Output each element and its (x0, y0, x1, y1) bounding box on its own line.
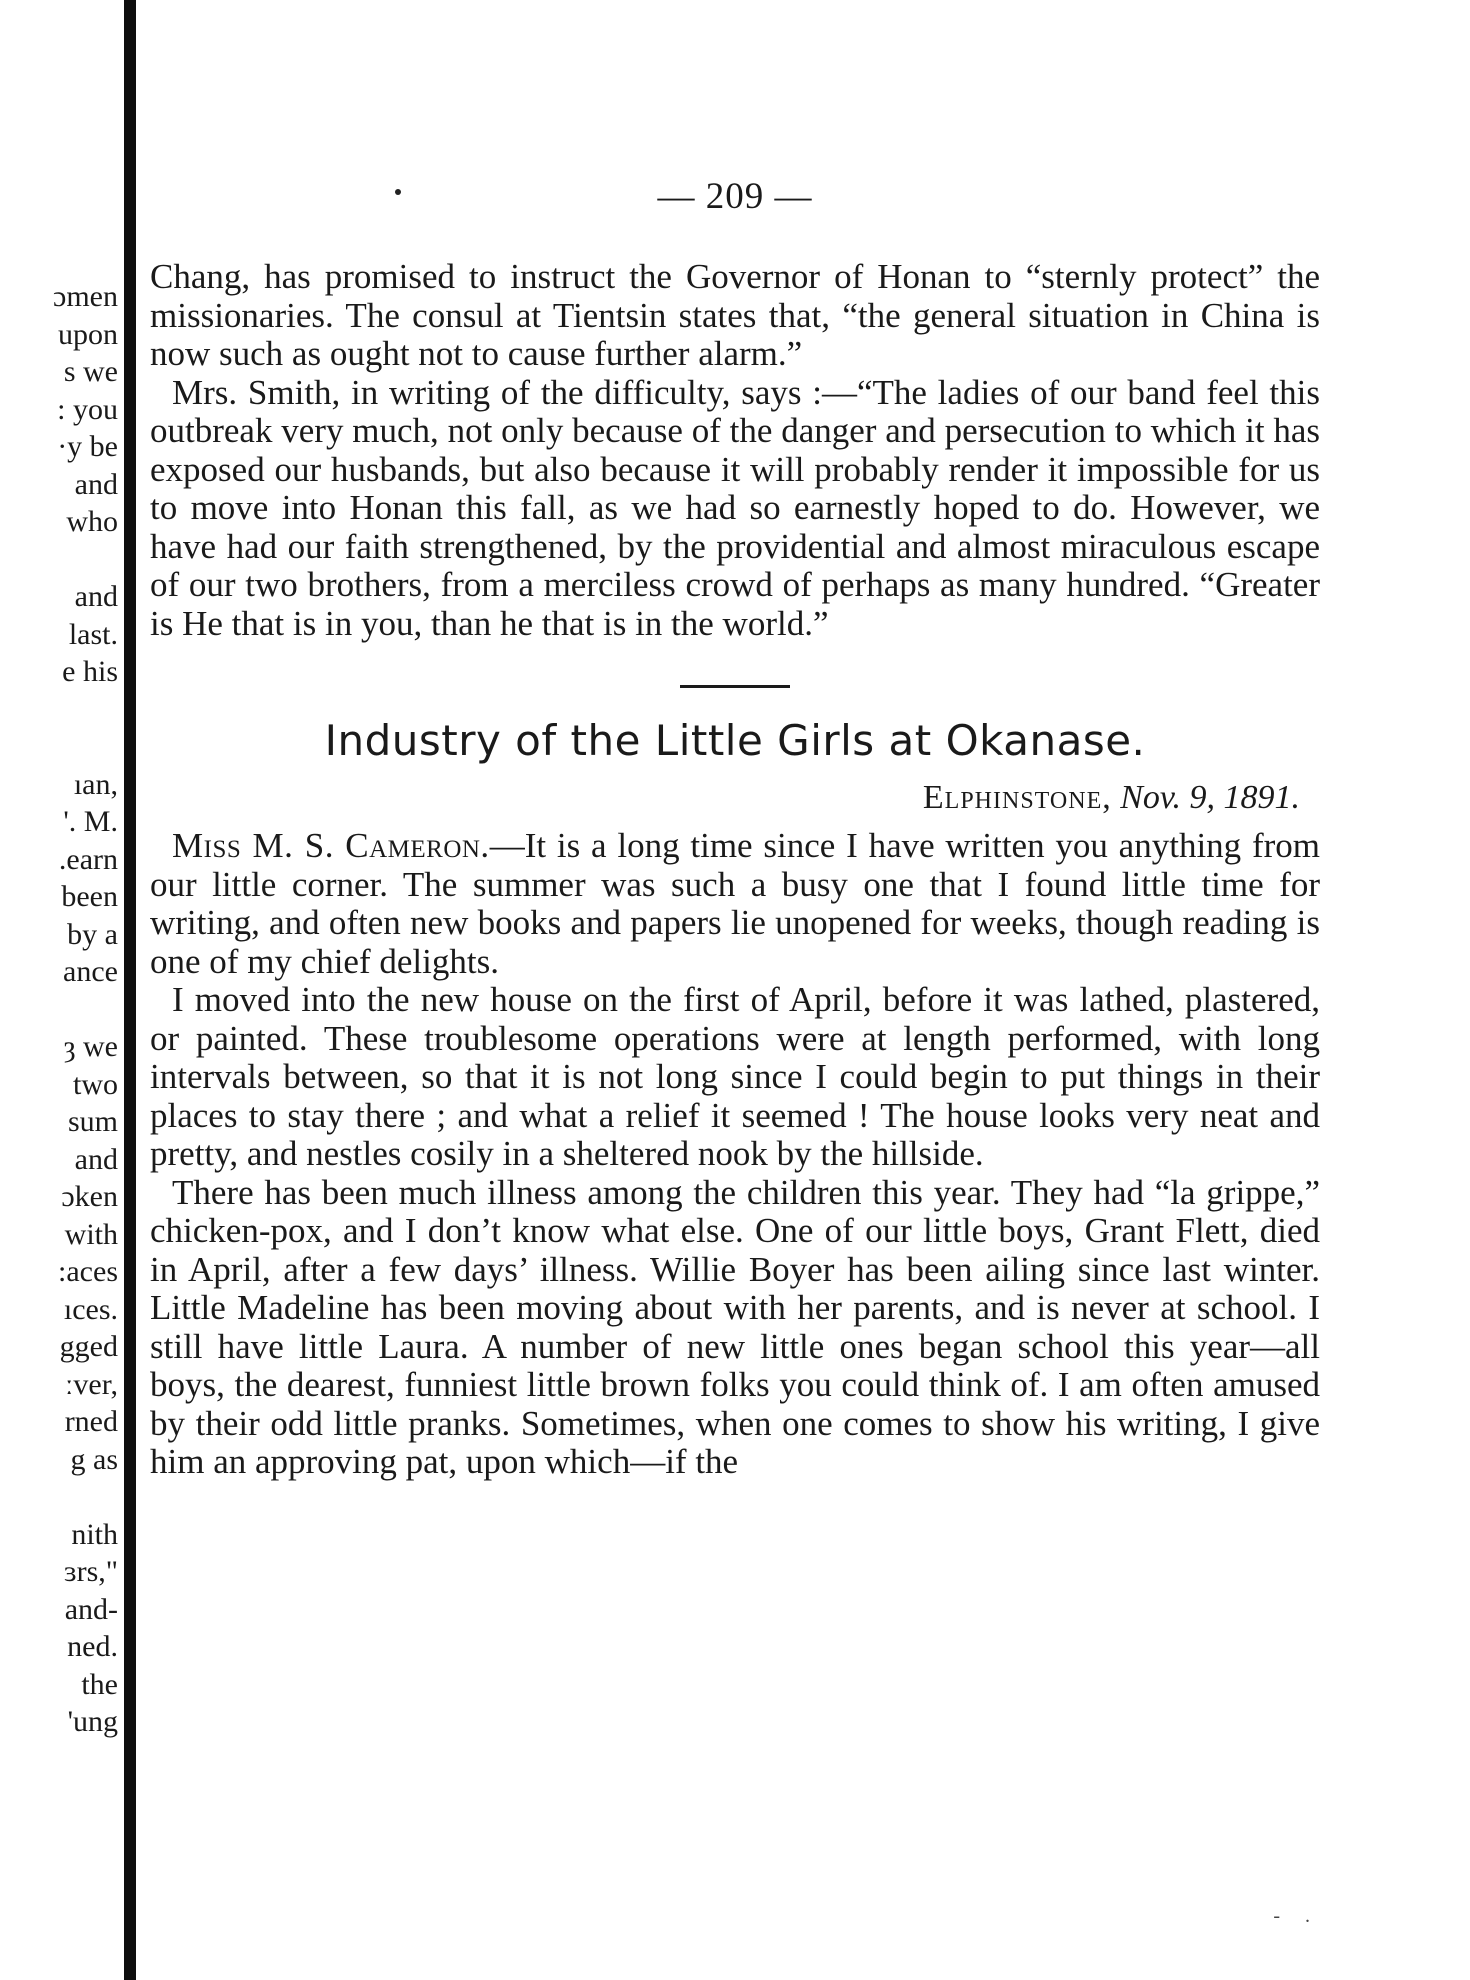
margin-fragment-line: ɔken (61, 1180, 118, 1213)
dateline-place: Elphinstone, (922, 779, 1112, 816)
margin-fragment-line: upon (58, 317, 118, 351)
dateline-date: Nov. 9, 1891. (1120, 779, 1300, 816)
paragraph-continued: Chang, has promised to instruct the Governor of Honan to “sternly protect” the missionaries. The consul at Tientsin states that, “the general situation in China is now such as ought not to cause further alarm.” (150, 257, 1320, 373)
margin-fragment-line: who (66, 505, 118, 538)
article-paragraph-2: I moved into the new house on the first of April, before it was lathed, plastered, or painted. These troublesome operations were at length performed, with long intervals between, so that it is not long since I could begin to put things in their places to stay there ; and what a relief it seemed ! The house looks very neat and pretty, and nestles cosily in a sheltered nook by the hillside. (150, 980, 1320, 1173)
paragraph-mrs-smith: Mrs. Smith, in writing of the difficulty, says :—“The ladies of our band feel this outbreak very much, not only because of the danger and persecution to which it has exposed our husbands, but also because it will probably render it impossible for us to move into Honan this fall, as we had so earnestly hoped to do. However, we have had our faith strengthened, by the providential and almost miraculous escape of our two brothers, from a merciless crowd of perhaps as many hundred. “Greater is He that is in you, than he that is in the world.” (150, 372, 1320, 643)
page-number (150, 175, 1320, 218)
margin-fragment-line: ːver, (65, 1367, 118, 1401)
article-title: Industry of the Little Girls at Okanase. (324, 716, 1146, 765)
margin-fragment-line: .earn (58, 842, 118, 876)
page-body (150, 175, 1320, 1482)
margin-fragment-line: g as (70, 1442, 118, 1476)
article-paragraph-1 (150, 827, 1320, 981)
stray-dot (395, 189, 401, 195)
margin-fragment-line: by a (67, 917, 118, 951)
margin-fragment-line: s we (63, 355, 118, 388)
margin-fragment-line: and (74, 580, 118, 613)
margin-fragment-line: last. (68, 617, 118, 651)
margin-fragment-line: ıan, (73, 767, 118, 801)
margin-fragment-line: gged (59, 1330, 118, 1363)
margin-fragment-line: sum (67, 1105, 118, 1138)
page-number-text: — 209 — (657, 176, 813, 217)
footer-marks: - . (1273, 1905, 1320, 1927)
article-author: Miss M. S. Cameron. (172, 826, 490, 865)
margin-fragment-line: ıces. (63, 1292, 118, 1326)
margin-fragment-line: with (64, 1217, 118, 1251)
margin-fragment-line: '. M. (63, 805, 118, 838)
margin-fragment-line: :aces (58, 1255, 118, 1288)
margin-fragment-line: and- (64, 1592, 118, 1626)
margin-fragment-line: been (61, 880, 118, 913)
margin-fragment-line: the (81, 1667, 118, 1701)
article-paragraph-1-text: —It is a long time since I have written you anything from our little corner. The summer was such a busy one that I found little time for writing, and often new books and papers lie unopened for weeks, though reading is one of my chief delights. (150, 826, 1320, 981)
margin-fragment-line: two (73, 1067, 118, 1101)
article-dateline (150, 779, 1300, 817)
margin-fragment-line: ɜrs," (63, 1555, 118, 1588)
margin-fragment-line: rned (64, 1405, 118, 1438)
margin-fragment-line: nith (71, 1517, 118, 1551)
margin-fragment-line: ned. (67, 1630, 118, 1663)
section-divider (680, 685, 790, 688)
margin-fragment-line: ɔmen (53, 280, 118, 313)
binding-gutter (124, 0, 136, 1980)
margin-fragment-line: 'ung (67, 1705, 118, 1738)
margin-fragment-line: : you (57, 392, 118, 426)
article-paragraph-3: There has been much illness among the children this year. They had “la grippe,” chicken-pox, and I don’t know what else. One of our little boys, Grant Flett, died in April, after a few days’ illness. Willie Boyer has been ailing since last winter. Little Madeline has been moving about with her parents, and is never at school. I still have little Laura. A number of new little ones began school this year—all boys, the dearest, funniest little brown folks you could think of. I am often amused by their odd little pranks. Sometimes, when one comes to show his writing, I give him an approving pat, upon which—if the (150, 1172, 1320, 1481)
margin-fragment-line: ance (63, 955, 118, 988)
margin-fragment-line: ȝ we (63, 1030, 118, 1063)
margin-fragment-line: e his (62, 655, 118, 688)
margin-fragment-line: ·y be (57, 430, 118, 463)
margin-fragment-line: and (74, 467, 118, 501)
margin-fragment-line: and (74, 1142, 118, 1176)
